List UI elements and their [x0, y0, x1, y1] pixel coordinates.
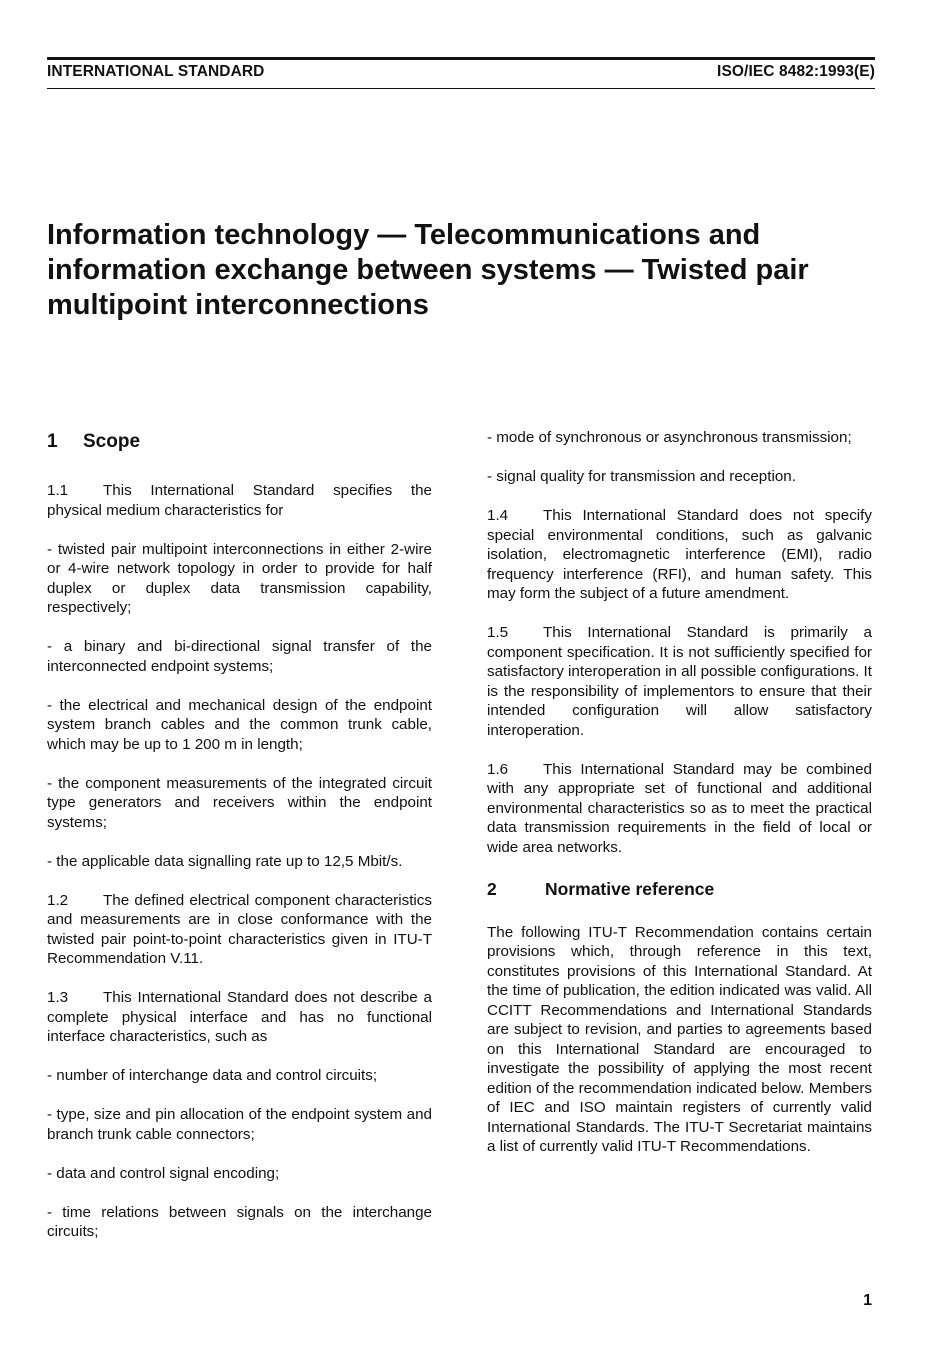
section-2-heading: [487, 877, 872, 901]
clause-text: This International Standard does not describe a complete physical interface and has no functional interface characteristics, such as: [47, 989, 432, 1045]
clause-text: This International Standard specifies the physical medium characteristics for: [47, 482, 432, 519]
clause-number: 1.5: [487, 624, 509, 641]
list-item: - time relations between signals on the interchange circuits;: [47, 1203, 432, 1240]
clause-1-1: [47, 481, 432, 520]
list-item: - the electrical and mechanical design of the endpoint system branch cables and the common trunk cable, which may be up to 1 200 m in length;: [47, 696, 432, 753]
left-column: [47, 428, 432, 1261]
clause-number: 1.1: [47, 482, 69, 499]
header-top-rule: [47, 57, 875, 60]
header-bottom-rule: [47, 88, 875, 89]
clause-text: The defined electrical component characteristics and measurements are in close conformance with the twisted pair point-to-point characteristics given in ITU-T Recommendation V.11.: [47, 891, 432, 967]
list-item: - signal quality for transmission and reception.: [487, 468, 796, 485]
clause-number: 1.6: [487, 760, 509, 778]
list-item: - type, size and pin allocation of the endpoint system and branch trunk cable connectors;: [47, 1106, 432, 1143]
list-item: - mode of synchronous or asynchronous transmission;: [487, 429, 852, 446]
clause-number: 1.4: [487, 507, 509, 524]
title-line-1: Information technology — Telecommunications and: [47, 219, 761, 251]
section-2-title: Normative reference: [545, 878, 715, 899]
list-item: - number of interchange data and control circuits;: [47, 1067, 378, 1084]
clause-1-2: [47, 891, 432, 969]
standard-number-label: ISO/IEC 8482:1993(E): [717, 63, 875, 80]
list-item: - the component measurements of the integrated circuit type generators and receivers within the endpoint systems;: [47, 774, 432, 831]
clause-number: 1.3: [47, 989, 69, 1006]
clause-text: This International Standard is primarily a component specification. It is not sufficiently specified for satisfactory interoperation in all possible configurations. It is the responsibility of implementors to ensure that their intended configuration will allow satisfactory interoperation.: [487, 624, 872, 739]
clause-number: 1.2: [47, 891, 69, 909]
document-type-label: INTERNATIONAL STANDARD: [47, 63, 265, 80]
list-item: - the applicable data signalling rate up to 12,5 Mbit/s.: [47, 852, 403, 870]
title-line-3: multipoint interconnections: [47, 289, 429, 321]
section-2-paragraph: The following ITU-T Recommendation contains certain provisions which, through reference in this text, constitutes provisions of this International Standard. At the time of publication, the edition indicated was valid. All CCITT Recommendations and International Standards are subject to revision, and parties to agreements based on this International Standard are encouraged to investigate the possibility of applying the most recent edition of the recommendation indicated below. Members of IEC and ISO maintain registers of currently valid International Standards. The ITU-T Secretariat maintains a list of currently valid ITU-T Recommendations.: [487, 923, 872, 1155]
clause-1-6: [487, 760, 872, 858]
clause-text: This International Standard does not specify special environmental conditions, such as galvanic isolation, electromagnetic interference (EMI), radio frequency interference (RFI), and human safety. This may form the subject of a future amendment.: [487, 507, 872, 602]
document-title: [47, 218, 877, 323]
section-2-number: 2: [487, 878, 497, 899]
clause-1-4: [487, 506, 872, 604]
section-1-heading: [47, 428, 432, 456]
title-line-2: information exchange between systems — Twisted pair: [47, 254, 809, 286]
clause-text: This International Standard may be combined with any appropriate set of functional and additional environmental characteristics so as to meet the practical data transmission requirements in the field of local or wide area networks.: [487, 760, 872, 856]
list-item: - twisted pair multipoint interconnections in either 2-wire or 4-wire network topology in order to provide for half duplex or duplex data transmission capability, respectively;: [47, 540, 432, 616]
clause-1-3: [47, 988, 432, 1047]
page-number: 1: [863, 1292, 872, 1309]
list-item: - data and control signal encoding;: [47, 1164, 280, 1182]
right-column: [487, 428, 872, 1176]
clause-1-5: [487, 623, 872, 740]
list-item: - a binary and bi-directional signal transfer of the interconnected endpoint systems;: [47, 638, 432, 675]
section-1-number: 1: [47, 431, 58, 452]
section-1-title: Scope: [83, 431, 141, 452]
